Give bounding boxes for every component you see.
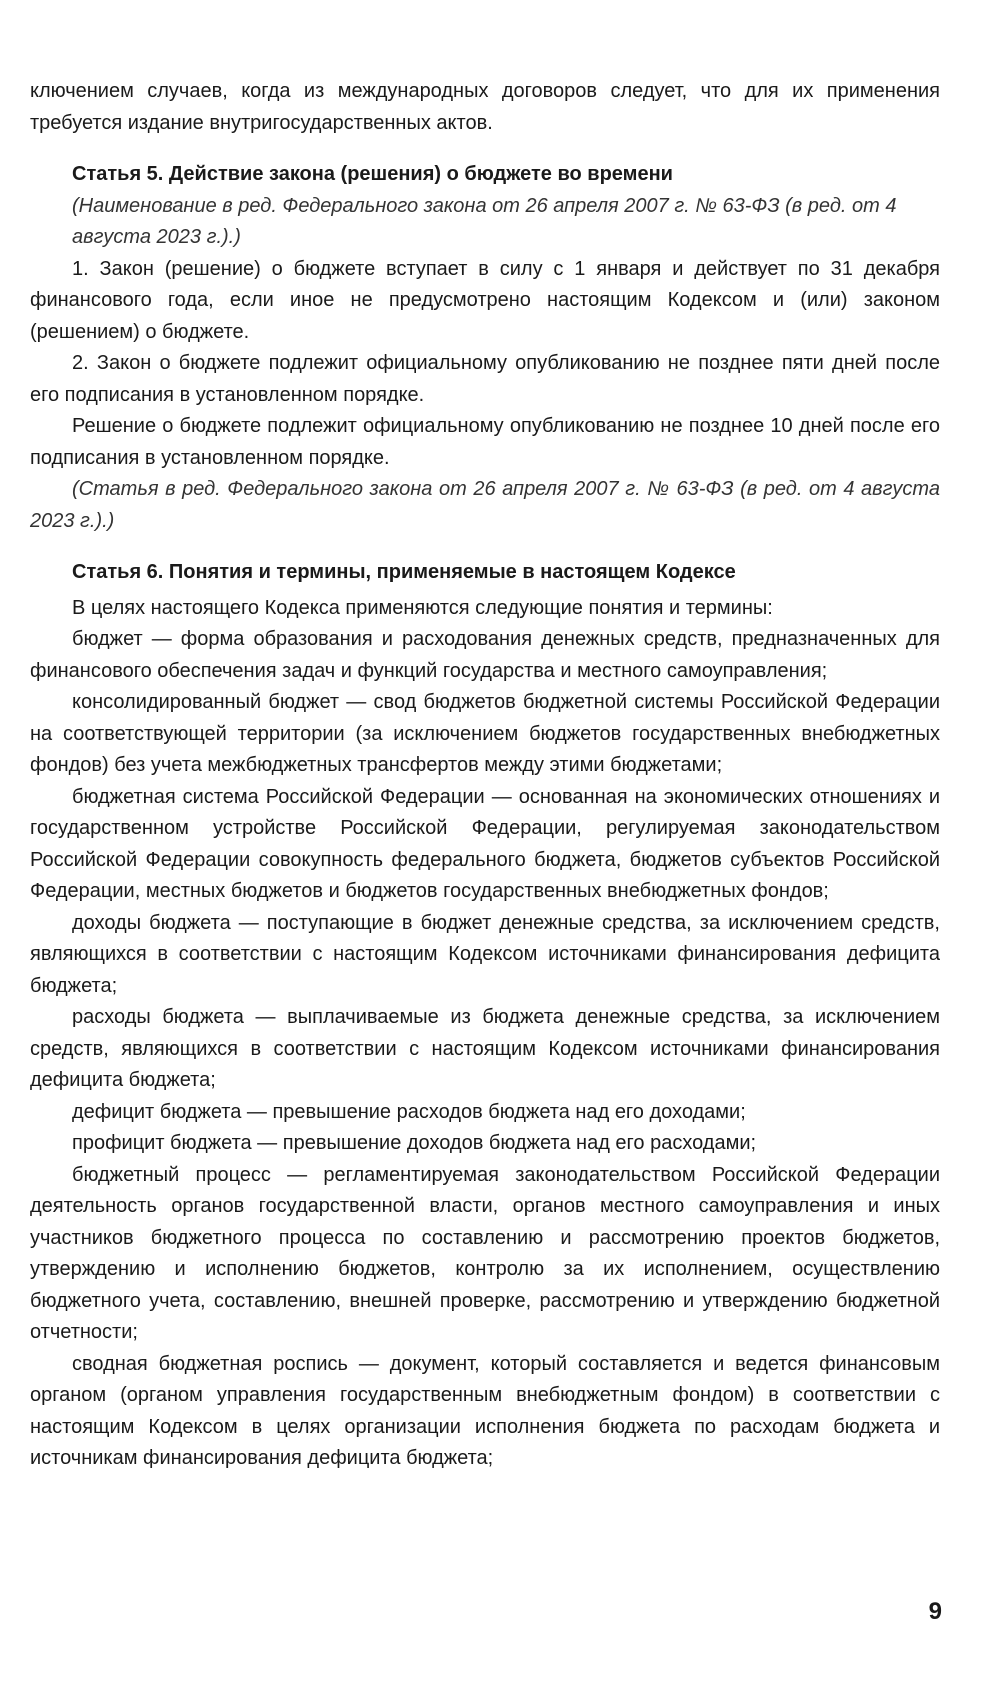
- article-5-paragraph-2: 2. Закон о бюджете подлежит официальному опубликованию не позднее пяти дней после его подписания в установленном порядке.: [30, 352, 940, 406]
- term-budget-deficit: дефицит бюджета — превышение расходов бюджета над его доходами;: [72, 1100, 746, 1123]
- term-budget-revenues: доходы бюджета — поступающие в бюджет денежные средства, за исключением средств, являющихся в соответствии с настоящим Кодексом источниками финансирования дефицита бюджета;: [30, 911, 940, 997]
- continuation-paragraph: ключением случаев, когда из международных договоров следует, что для их применения требуется издание внутригосударственных актов.: [30, 80, 940, 134]
- term-consolidated-budget-schedule: сводная бюджетная роспись — документ, который составляется и ведется финансовым органом (органом управления государственным внебюджетным фондом) в соответствии с настоящим Кодексом в целях организации исполнения бюджета по расходам бюджета и источникам финансирования дефицита бюджета;: [30, 1352, 940, 1469]
- term-budget-surplus: профицит бюджета — превышение доходов бюджета над его расходами;: [72, 1132, 757, 1154]
- article-6-intro: В целях настоящего Кодекса применяются следующие понятия и термины:: [72, 596, 773, 619]
- article-5-title-note: (Наименование в ред. Федерального закона от 26 апреля 2007 г. № 63-ФЗ (в ред. от 4 августа 2023 г.).): [72, 194, 897, 248]
- term-consolidated-budget: консолидированный бюджет — свод бюджетов бюджетной системы Российской Федерации на соответствующей территории (за исключением бюджетов государственных внебюджетных фондов) без учета межбюджетных трансфертов между этими бюджетами;: [30, 691, 940, 776]
- term-budget: бюджет — форма образования и расходования денежных средств, предназначенных для финансового обеспечения задач и функций государства и местного самоуправления;: [30, 628, 940, 682]
- document-page: [30, 76, 940, 1475]
- article-5-paragraph-3: Решение о бюджете подлежит официальному опубликованию не позднее 10 дней после его подписания в установленном порядке.: [30, 415, 940, 469]
- term-budget-system: бюджетная система Российской Федерации — основанная на экономических отношениях и государственном устройстве Российской Федерации, регулируемая законодательством Российской Федерации совокупность федерального бюджета, бюджетов субъектов Российской Федерации, местных бюджетов и бюджетов государственных внебюджетных фондов;: [30, 785, 940, 902]
- article-5-heading: Статья 5. Действие закона (решения) о бюджете во времени: [72, 163, 673, 185]
- term-budget-process: бюджетный процесс — регламентируемая законодательством Российской Федерации деятельность органов государственной власти, органов местного самоуправления и иных участников бюджетного процесса по составлению и рассмотрению проектов бюджетов, утверждению и исполнению бюджетов, контролю за их исполнением, осуществлению бюджетного учета, составлению, внешней проверке, рассмотрению и утверждению бюджетной отчетности;: [30, 1163, 940, 1343]
- term-budget-expenditures: расходы бюджета — выплачиваемые из бюджета денежные средства, за исключением средств, являющихся в соответствии с настоящим Кодексом источниками финансирования дефицита бюджета;: [30, 1006, 940, 1091]
- article-5-edit-note: (Статья в ред. Федерального закона от 26 апреля 2007 г. № 63-ФЗ (в ред. от 4 августа 2023 г.).): [30, 478, 940, 532]
- page-number: 9: [928, 1598, 942, 1625]
- article-6-heading: Статья 6. Понятия и термины, применяемые в настоящем Кодексе: [72, 561, 736, 583]
- article-5-paragraph-1: 1. Закон (решение) о бюджете вступает в силу с 1 января и действует по 31 декабря финансового года, если иное не предусмотрено настоящим Кодексом и (или) законом (решением) о бюджете.: [30, 257, 940, 343]
